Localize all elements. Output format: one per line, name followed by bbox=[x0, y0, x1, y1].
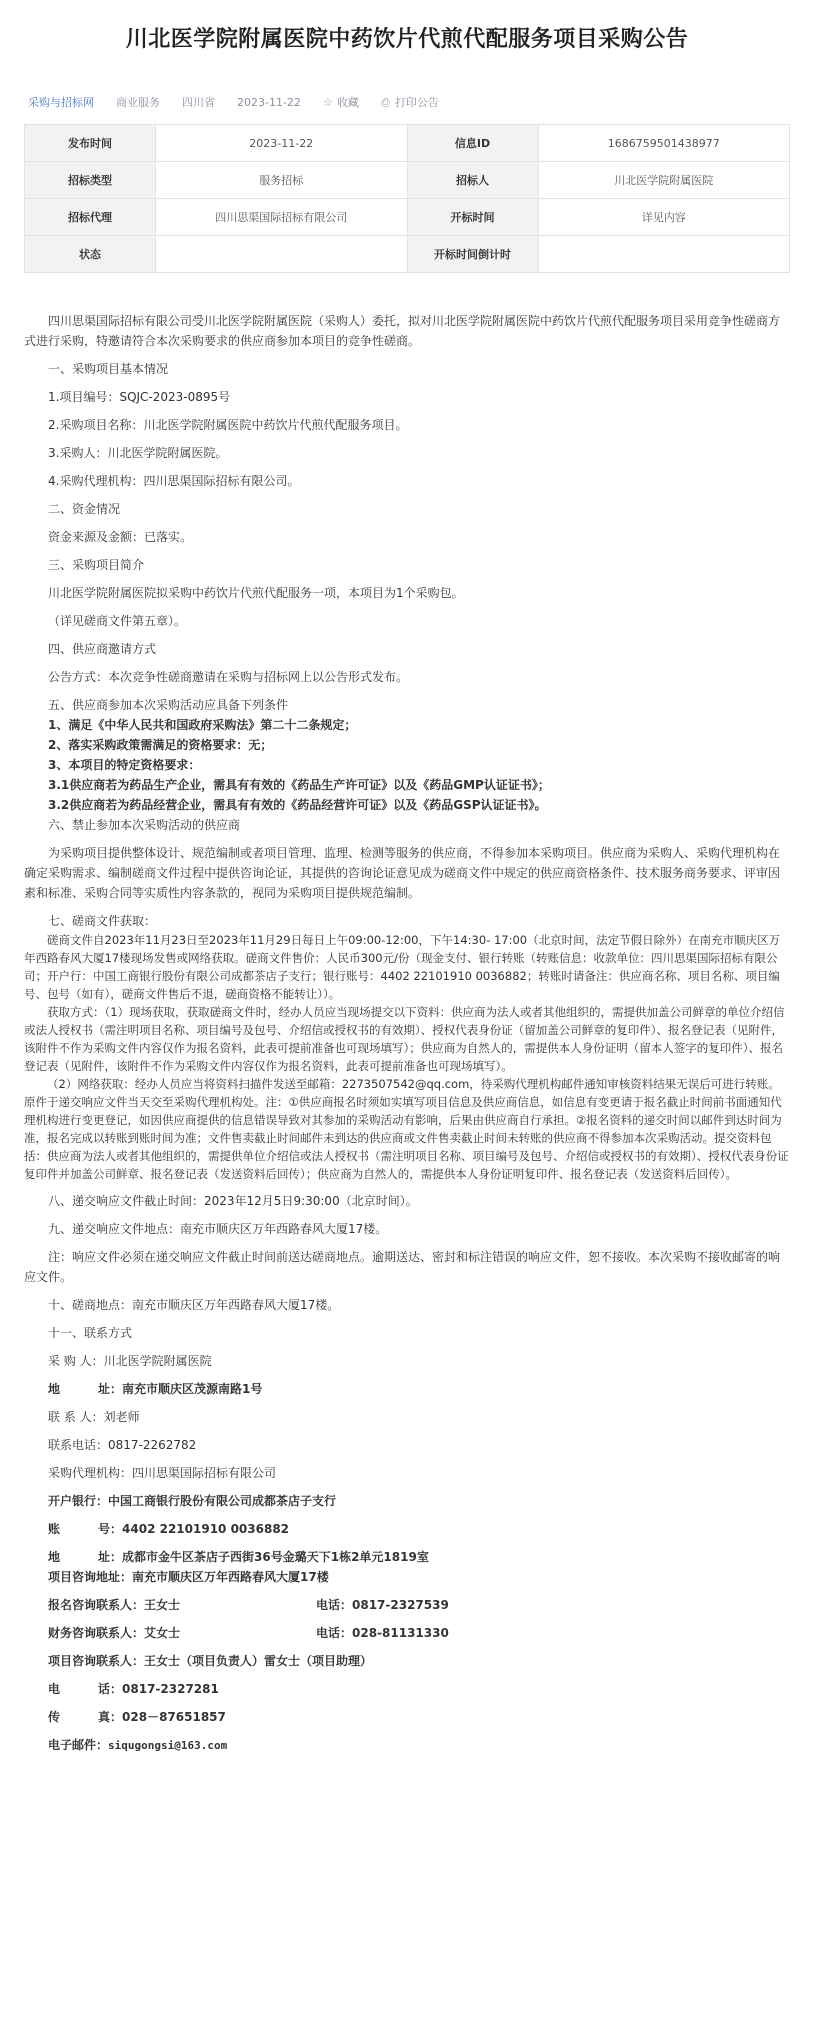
contact-line: 传 真：028－87651857 bbox=[48, 1710, 226, 1724]
section-heading: 四、供应商邀请方式 bbox=[48, 642, 157, 656]
section-heading: 六、禁止参加本次采购活动的供应商 bbox=[48, 818, 241, 832]
intro-paragraph: 四川思渠国际招标有限公司受川北医学院附属医院（采购人）委托，拟对川北医学院附属医院中药饮片代煎代配服务项目采用竞争性磋商方式进行采购，特邀请符合本次采购要求的供应商参加本项目的竞争性磋商。 bbox=[24, 314, 781, 348]
section-heading: 一、采购项目基本情况 bbox=[48, 362, 169, 376]
print-label: 打印公告 bbox=[394, 96, 439, 109]
info-key: 信息ID bbox=[407, 125, 538, 162]
email-link[interactable]: siqugongsi@163.com bbox=[108, 1739, 228, 1752]
info-row bbox=[25, 236, 790, 273]
collect-button[interactable] bbox=[323, 94, 359, 110]
print-button[interactable] bbox=[381, 94, 439, 110]
contact-line: 联 系 人：刘老师 bbox=[48, 1410, 140, 1424]
info-key: 开标时间倒计时 bbox=[407, 236, 538, 273]
announcement-body bbox=[24, 311, 790, 1756]
info-value bbox=[538, 236, 790, 273]
body-line: 2.采购项目名称：川北医学院附属医院中药饮片代煎代配服务项目。 bbox=[48, 418, 408, 432]
body-line: 3、本项目的特定资格要求： bbox=[48, 758, 201, 772]
body-line: 3.采购人：川北医学院附属医院。 bbox=[48, 446, 228, 460]
body-paragraph: 获取方式：（1）现场获取，获取磋商文件时，经办人员应当现场提交以下资料：供应商为法人或者其他组织的，需提供加盖公司鲜章的单位介绍信或法人授权书（需注明项目名称、项目编号及包号、介绍信或授权书的有效期）、授权代表身份证（留加盖公司鲜章的复印件）、报名登记表（见附件，该附件不作为采购文件内容仅作为报名资料，此表可提前准备也可现场填写）；供应商为自然人的，需提供本人身份证明（留本人签字的复印件）、报名登记表（见附件，该附件不作为采购文件内容仅作为报名资料，此表可提前准备也可现场填写）。 bbox=[24, 1005, 785, 1073]
info-key: 招标人 bbox=[407, 162, 538, 199]
section-heading: 二、资金情况 bbox=[48, 502, 121, 516]
page-title: 川北医学院附属医院中药饮片代煎代配服务项目采购公告 bbox=[125, 27, 689, 52]
body-paragraph: （2）网络获取：经办人员应当将资料扫描件发送至邮箱：2273507542@qq.com，待采购代理机构邮件通知审核资料结果无误后可进行转账。原件于递交响应文件当天交至采购代理机构处。注：①供应商报名时须如实填写项目信息及供应商信息，如信息有变更请于报名截止时间前书面通知代理机构进行变更登记，如因供应商提供的信息错误导致对其参加的采购活动有影响，后果由供应商自行承担。②报名资料的递交时间以邮件到达时间为准，报名完成以转账到账时间为准；文件售卖截止时间邮件未到达的供应商或文件售卖截止时间未转账的供应商不得参加本次采购活动。提交资料包括：供应商为法人或者其他组织的，需提供单位介绍信或法人授权书（需注明项目名称、项目编号及包号、介绍信或授权书的有效期）、授权代表身份证复印件并加盖公司鲜章、报名登记表（发送资料后回传）；供应商为自然人的，需提供本人身份证明复印件、报名登记表（发送资料后回传）。 bbox=[24, 1077, 789, 1181]
body-paragraph: 磋商文件自2023年11月23日至2023年11月29日每日上午09:00-12:00，下午14:30- 17:00（北京时间，法定节假日除外）在南充市顺庆区万年西路春风大厦17楼现场发售或网络获取。磋商文件售价：人民币300元/份（现金支付、银行转账（转账信息：收款单位：四川思渠国际招标有限公司；开户行：中国工商银行股份有限公司成都茶店子支行；银行账号：4402 22101910 0036882；转账时请备注：供应商名称、项目名称、项目编号、包号（如有），磋商文件售后不退，磋商资格不能转让））。 bbox=[24, 933, 781, 1001]
collect-label: 收藏 bbox=[336, 96, 359, 109]
info-key: 发布时间 bbox=[25, 125, 156, 162]
body-line: （详见磋商文件第五章）。 bbox=[48, 614, 187, 628]
info-value bbox=[156, 236, 408, 273]
section-heading: 八、递交响应文件截止时间：2023年12月5日9:30:00（北京时间）。 bbox=[48, 1194, 418, 1208]
info-value: 详见内容 bbox=[538, 199, 790, 236]
section-heading: 七、磋商文件获取： bbox=[48, 914, 157, 928]
info-row bbox=[25, 199, 790, 236]
contact-line: 财务咨询联系人：艾女士 电话：028-81131330 bbox=[48, 1626, 449, 1640]
contact-line: 账 号：4402 22101910 0036882 bbox=[48, 1522, 290, 1536]
info-table bbox=[24, 124, 790, 273]
body-paragraph: 为采购项目提供整体设计、规范编制或者项目管理、监理、检测等服务的供应商，不得参加本采购项目。供应商为采购人、采购代理机构在确定采购需求、编制磋商文件过程中提供咨询论证，其提供的咨询论证意见成为磋商文件中规定的供应商资格条件、技术服务商务要求、评审因素和标准、采购合同等实质性内容条款的，视同为采购项目提供规范编制。 bbox=[24, 846, 781, 900]
body-line: 川北医学院附属医院拟采购中药饮片代煎代配服务一项，本项目为1个采购包。 bbox=[48, 586, 464, 600]
contact-line: 地 址：成都市金牛区茶店子西街36号金璐天下1栋2单元1819室 bbox=[48, 1550, 429, 1564]
contact-line: 电子邮件：siqugongsi@163.com bbox=[48, 1738, 228, 1752]
breadcrumb bbox=[24, 92, 790, 112]
body-line: 1、满足《中华人民共和国政府采购法》第二十二条规定； bbox=[48, 718, 357, 732]
section-heading: 五、供应商参加本次采购活动应具备下列条件 bbox=[48, 698, 289, 712]
contact-line: 项目咨询联系人：王女士（项目负责人）雷女士（项目助理） bbox=[48, 1654, 373, 1668]
info-value: 2023-11-22 bbox=[156, 125, 408, 162]
contact-line: 项目咨询地址：南充市顺庆区万年西路春风大厦17楼 bbox=[48, 1570, 329, 1584]
info-key: 招标类型 bbox=[25, 162, 156, 199]
info-key: 招标代理 bbox=[25, 199, 156, 236]
body-line: 1.项目编号：SQJC-2023-0895号 bbox=[48, 390, 231, 404]
body-line: 2、落实采购政策需满足的资格要求：无； bbox=[48, 738, 273, 752]
body-line: 4.采购代理机构：四川思渠国际招标有限公司。 bbox=[48, 474, 300, 488]
star-icon: ☆ bbox=[322, 96, 333, 109]
body-paragraph: 注：响应文件必须在递交响应文件截止时间前送达磋商地点。逾期送达、密封和标注错误的响应文件，恕不接收。本次采购不接收邮寄的响应文件。 bbox=[24, 1250, 781, 1284]
body-line: 资金来源及金额：已落实。 bbox=[48, 530, 193, 544]
info-value: 服务招标 bbox=[156, 162, 408, 199]
info-value: 川北医学院附属医院 bbox=[538, 162, 790, 199]
info-key: 状态 bbox=[25, 236, 156, 273]
body-line: 3.2供应商若为药品经营企业，需具有有效的《药品经营许可证》以及《药品GSP认证证书》。 bbox=[48, 798, 547, 812]
breadcrumb-site-link[interactable]: 采购与招标网 bbox=[28, 96, 94, 109]
section-heading: 十、磋商地点：南充市顺庆区万年西路春风大厦17楼。 bbox=[48, 1298, 340, 1312]
contact-line: 采购代理机构：四川思渠国际招标有限公司 bbox=[48, 1466, 277, 1480]
section-heading: 十一、联系方式 bbox=[48, 1326, 133, 1340]
info-key: 开标时间 bbox=[407, 199, 538, 236]
contact-line: 地 址：南充市顺庆区茂源南路1号 bbox=[48, 1382, 263, 1396]
section-heading: 九、递交响应文件地点：南充市顺庆区万年西路春风大厦17楼。 bbox=[48, 1222, 388, 1236]
contact-line: 报名咨询联系人：王女士 电话：0817-2327539 bbox=[48, 1598, 449, 1612]
breadcrumb-date: 2023-11-22 bbox=[237, 95, 301, 109]
info-row bbox=[25, 162, 790, 199]
contact-line: 开户银行：中国工商银行股份有限公司成都茶店子支行 bbox=[48, 1494, 337, 1508]
printer-icon: ⎙ bbox=[380, 96, 390, 109]
breadcrumb-region[interactable]: 四川省 bbox=[182, 96, 215, 109]
contact-line: 联系电话：0817-2262782 bbox=[48, 1438, 197, 1452]
body-line: 公告方式：本次竞争性磋商邀请在采购与招标网上以公告形式发布。 bbox=[48, 670, 409, 684]
info-row bbox=[25, 125, 790, 162]
contact-line: 采 购 人：川北医学院附属医院 bbox=[48, 1354, 212, 1368]
contact-line: 电 话：0817-2327281 bbox=[48, 1682, 219, 1696]
section-heading: 三、采购项目简介 bbox=[48, 558, 145, 572]
info-value: 1686759501438977 bbox=[538, 125, 790, 162]
body-line: 3.1供应商若为药品生产企业，需具有有效的《药品生产许可证》以及《药品GMP认证证书》； bbox=[48, 778, 550, 792]
info-value: 四川思渠国际招标有限公司 bbox=[156, 199, 408, 236]
breadcrumb-category[interactable]: 商业服务 bbox=[116, 96, 160, 109]
